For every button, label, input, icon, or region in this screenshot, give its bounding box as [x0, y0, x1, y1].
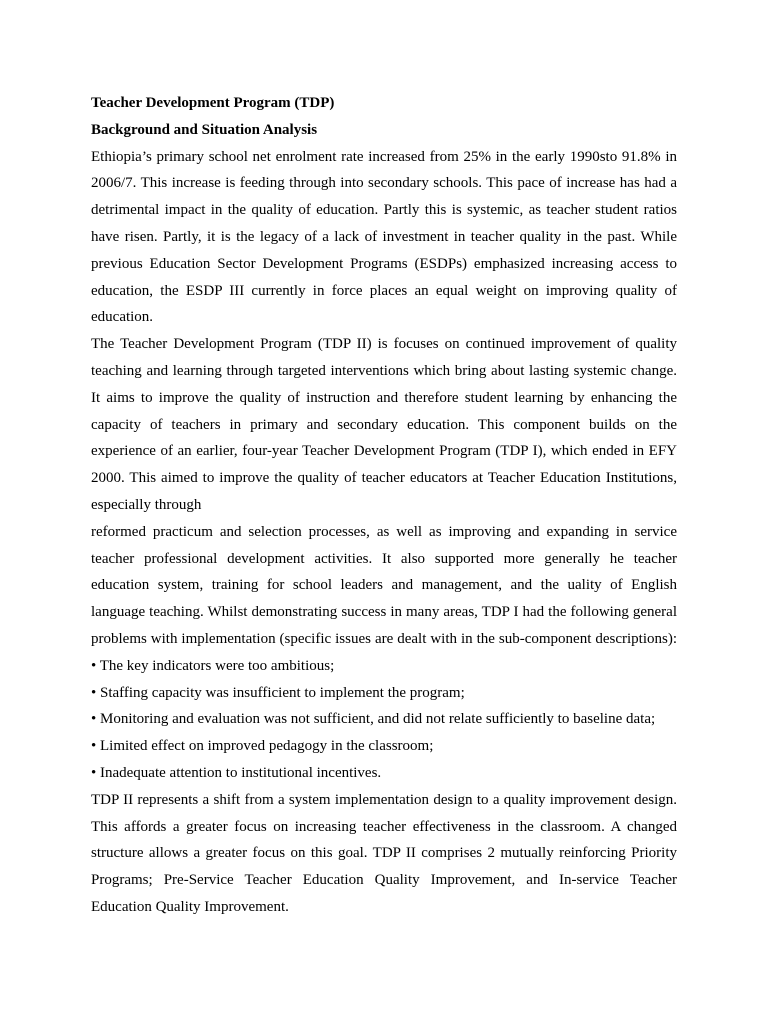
section-heading: Background and Situation Analysis — [91, 121, 318, 138]
text-line: have risen. Partly, it is the legacy of a lack of investment in teacher quality in the past. While — [91, 228, 677, 245]
paragraph-practicum — [91, 519, 677, 653]
list-item: • Monitoring and evaluation was not sufficient, and did not relate sufficiently to baseline data; — [91, 711, 656, 728]
list-item: • Inadequate attention to institutional incentives. — [91, 764, 382, 781]
text-line: teaching and learning through targeted interventions which bring about lasting systemic change. — [91, 362, 677, 379]
document-title: Teacher Development Program (TDP) — [91, 95, 335, 111]
text-line: TDP II represents a shift from a system implementation design to a quality improvement design. — [91, 791, 677, 808]
text-line: detrimental impact in the quality of education. Partly this is systemic, as teacher student ratios — [91, 202, 677, 219]
text-line: 2006/7. This increase is feeding through into secondary schools. This pace of increase has had a — [91, 175, 677, 192]
text-line: It aims to improve the quality of instruction and therefore student learning by enhancing the — [91, 389, 677, 406]
list-item: • Limited effect on improved pedagogy in the classroom; — [91, 738, 434, 755]
text-line: experience of an earlier, four-year Teacher Development Program (TDP I), which ended in EFY — [91, 443, 677, 460]
text-line: Education Quality Improvement. — [91, 898, 289, 915]
list-item: • Staffing capacity was insufficient to implement the program; — [91, 684, 465, 701]
text-line: teacher professional development activities. It also supported more generally he teacher — [91, 550, 677, 567]
text-line: education system, training for school leaders and management, and the uality of English — [91, 577, 677, 594]
text-line: capacity of teachers in primary and secondary education. This component builds on the — [91, 416, 677, 433]
text-line: structure allows a greater focus on this goal. TDP II comprises 2 mutually reinforcing Priority — [91, 845, 677, 862]
paragraph-enrolment — [91, 144, 677, 332]
text-line: education. — [91, 309, 154, 326]
text-line: Ethiopia’s primary school net enrolment rate increased from 25% in the early 1990sto 91.8% in — [91, 148, 677, 165]
paragraph-quality-shift — [91, 787, 677, 921]
text-line: language teaching. Whilst demonstrating success in many areas, TDP I had the following general — [91, 604, 677, 621]
text-line: previous Education Sector Development Programs (ESDPs) emphasized increasing access to — [91, 255, 677, 272]
text-line: 2000. This aimed to improve the quality of teacher educators at Teacher Education Institutions, — [91, 470, 677, 487]
paragraph-tdp-ii — [91, 331, 677, 519]
text-line: especially through — [91, 496, 202, 513]
text-line: The Teacher Development Program (TDP II) is focuses on continued improvement of quality — [91, 336, 677, 353]
text-line: education, the ESDP III currently in force places an equal weight on improving quality of — [91, 282, 677, 299]
text-line: reformed practicum and selection processes, as well as improving and expanding in service — [91, 523, 677, 540]
list-item: • The key indicators were too ambitious; — [91, 657, 335, 674]
bullet-list — [91, 653, 677, 787]
text-line: problems with implementation (specific issues are dealt with in the sub-component descriptions): — [91, 630, 677, 647]
text-line: Programs; Pre-Service Teacher Education Quality Improvement, and In-service Teacher — [91, 872, 677, 889]
text-line: This affords a greater focus on increasing teacher effectiveness in the classroom. A changed — [91, 818, 677, 835]
